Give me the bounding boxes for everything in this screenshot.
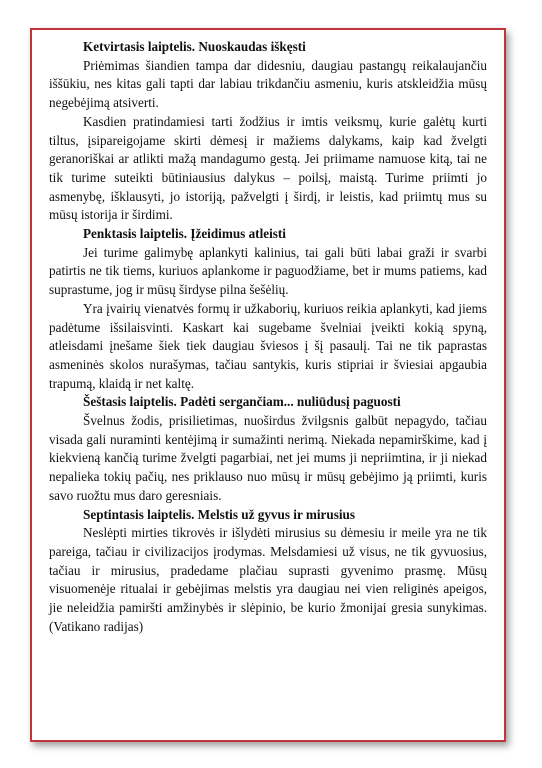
section-heading: Septintasis laiptelis. Melstis už gyvus ir mirusius [83, 506, 355, 522]
paragraph: Yra įvairių vienatvės formų ir užkaborių, kuriuos reikia aplankyti, kad jiems padėtume išsilaisvinti. Kaskart kai sugebame švelniai įveikti kokią spyną, atleisdami įnešame šiek tiek daugiau šviesos į šį pasaulį. Tai ne tik paprastas asmeninės skolos nurašymas, tačiau santykis, kuris stipriai ir šviesiai apgaubia trapumą, klaidą ir net kaltę. [49, 300, 487, 391]
paragraph: Neslėpti mirties tikrovės ir išlydėti mirusius su dėmesiu ir meile yra ne tik pareiga, tačiau ir civilizacijos įrodymas. Melsdamiesi už visus, ne tik gyvuosius, tačiau ir mirusius, pradedame plačiau suprasti gyvenimo prasmę. Mūsų visuomenėje ritualai ir gebėjimas melstis yra daugiau nei vien religinės apeigos, jie neleidžia pamiršti amžinybės ir slėpinio, be kurio žmonijai gresia sunykimas. (Vatikano radijas) [49, 525, 487, 634]
paragraph: Priėmimas šiandien tampa dar didesniu, daugiau pastangų reikalaujančiu iššūkiu, nes kitas gali tapti dar labiau trikdančiu asmeniu, kuris atskleidžia mūsų negebėjimą atsiverti. [49, 57, 487, 111]
section-heading: Penktasis laiptelis. Įžeidimus atleisti [83, 226, 286, 242]
paragraph: Kasdien pratindamiesi tarti žodžius ir imtis veiksmų, kurie galėtų kurti tiltus, įsipareigojame skirti dėmesį ir mažiems dalykams, kaip kad žvelgti geranoriškai ar atlikti mažą mandagumo gestą. Jei priimame namuose kitą, tai ne tik turime suteikti būtiniausius dalykus – poilsį, maistą. Turime priimti jo asmenybę, išklausyti, jo istoriją, pažvelgti į širdį, ir leistis, kad priimtų mus su mūsų istorija ir širdimi. [49, 113, 487, 223]
paragraph: Jei turime galimybę aplankyti kalinius, tai gali būti labai graži ir svarbi patirtis ne tik tiems, kuriuos aplankome ir paguodžiame, bet ir mums patiems, kad suprastume, jog ir mūsų širdyse pilna šešėlių. [49, 244, 487, 298]
paragraph: Švelnus žodis, prisilietimas, nuoširdus žvilgsnis galbūt nepagydo, tačiau visada gali nuraminti kentėjimą ir sumažinti nerimą. Niekada nepamirškime, kad į kiekvieną kančią turime žvelgti pagarbiai, net jei mums ji nepriimtina, ir ji niekad nepalieka tokių pačių, nes priklauso nuo mūsų ir mūsų gebėjimo ją priimti, kuris savo ruožtu mus daro geresniais. [49, 413, 487, 503]
document-card [30, 28, 506, 742]
section-heading: Ketvirtasis laiptelis. Nuoskaudas iškęsti [83, 39, 306, 54]
section-heading: Šeštasis laiptelis. Padėti sergančiam... nuliūdusį paguosti [83, 394, 401, 410]
